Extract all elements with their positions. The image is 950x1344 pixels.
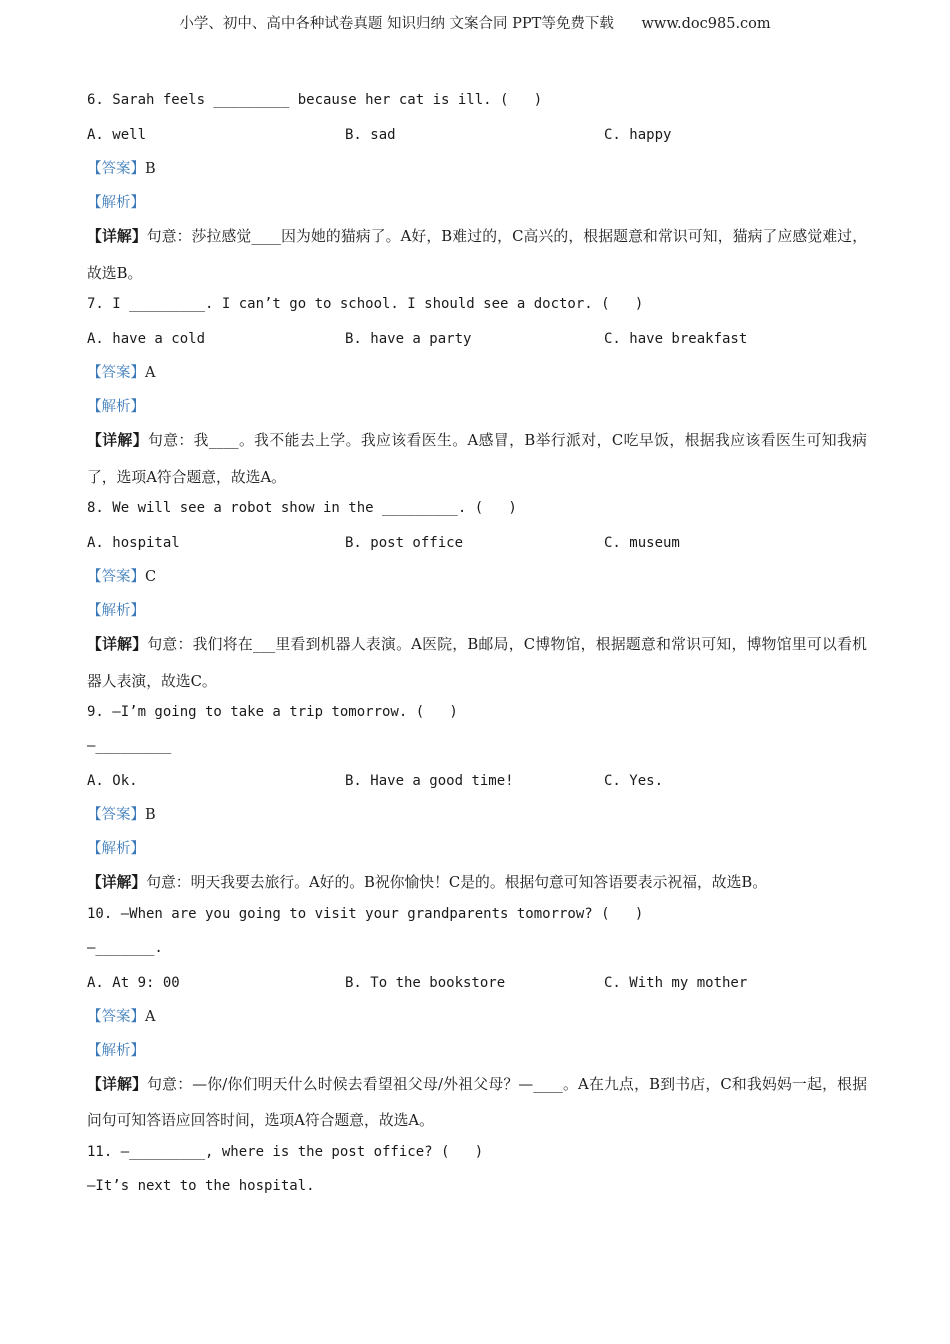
question-6 xyxy=(87,86,867,292)
answer-line xyxy=(87,154,867,188)
option-b: B. To the bookstore xyxy=(345,974,506,991)
detail-text: 句意：我____。我不能去上学。我应该看医生。A感冒，B举行派对，C吃早饭，根据我应该看医生可知我病了，选项A符合题意，故选A。 xyxy=(87,432,867,486)
detail-tag: 【详解】 xyxy=(87,228,147,245)
detail-tag: 【详解】 xyxy=(87,432,148,449)
question-response-blank: —_________ xyxy=(87,738,172,754)
answer-tag: 【答案】 xyxy=(87,569,145,585)
question-7 xyxy=(87,290,867,496)
analysis-tag: 【解析】 xyxy=(87,603,145,619)
question-10 xyxy=(87,900,867,1140)
detail-tag: 【详解】 xyxy=(87,636,148,653)
analysis-tag: 【解析】 xyxy=(87,1042,145,1059)
detail-paragraph xyxy=(87,1067,867,1140)
question-response: —It’s next to the hospital. xyxy=(87,1177,315,1194)
answer-line xyxy=(87,800,867,834)
detail-paragraph xyxy=(87,865,867,902)
detail-tag: 【详解】 xyxy=(87,874,147,891)
question-stem: 8. We will see a robot show in the _________. ( ) xyxy=(87,500,517,516)
page-header xyxy=(0,12,950,33)
question-options xyxy=(87,766,867,800)
question-11 xyxy=(87,1138,867,1206)
answer-line xyxy=(87,358,867,392)
question-options xyxy=(87,324,867,358)
answer-tag: 【答案】 xyxy=(87,1008,145,1025)
question-stem: 10. —When are you going to visit your grandparents tomorrow? ( ) xyxy=(87,905,644,922)
question-stem: 6. Sarah feels _________ because her cat is ill. ( ) xyxy=(87,92,543,108)
option-a: A. At 9: 00 xyxy=(87,974,180,991)
option-c: C. happy xyxy=(604,127,672,143)
question-stem: 9. —I’m going to take a trip tomorrow. ( ) xyxy=(87,704,458,720)
question-options xyxy=(87,120,867,154)
question-list xyxy=(87,86,867,1206)
option-a: A. Ok. xyxy=(87,773,138,789)
detail-paragraph xyxy=(87,423,867,496)
detail-text: 句意：明天我要去旅行。A好的。B祝你愉快！C是的。根据句意可知答语要表示祝福，故选B。 xyxy=(146,874,768,891)
header-url: www.doc985.com xyxy=(641,16,771,32)
analysis-tag: 【解析】 xyxy=(87,399,145,415)
detail-paragraph xyxy=(87,219,867,292)
detail-tag: 【详解】 xyxy=(87,1075,148,1093)
answer-value: A xyxy=(145,1008,156,1025)
option-a: A. have a cold xyxy=(87,331,206,347)
question-stem: 7. I _________. I can’t go to school. I should see a doctor. ( ) xyxy=(87,296,644,312)
option-b: B. post office xyxy=(345,535,464,551)
detail-text: 句意：—你/你们明天什么时候去看望祖父母/外祖父母？—____。A在九点，B到书店，C和我妈妈一起，根据问句可知答语应回答时间，选项A符合题意，故选A。 xyxy=(87,1075,867,1129)
answer-value: C xyxy=(145,569,157,585)
detail-paragraph xyxy=(87,627,867,700)
option-c: C. With my mother xyxy=(604,974,748,991)
option-b: B. have a party xyxy=(345,331,472,347)
answer-value: B xyxy=(145,161,156,177)
answer-line xyxy=(87,562,867,596)
option-c: C. have breakfast xyxy=(604,331,748,347)
detail-text: 句意：莎拉感觉____因为她的猫病了。A好，B难过的，C高兴的，根据题意和常识可知，猫病了应感觉难过，故选B。 xyxy=(87,228,867,282)
question-response-blank: —_______. xyxy=(87,939,163,956)
analysis-tag: 【解析】 xyxy=(87,841,145,857)
answer-value: B xyxy=(145,807,156,823)
question-stem: 11. —_________, where is the post office? ( ) xyxy=(87,1143,484,1160)
option-b: B. Have a good time! xyxy=(345,773,514,789)
option-b: B. sad xyxy=(345,127,396,143)
question-9 xyxy=(87,698,867,902)
answer-value: A xyxy=(145,365,156,381)
answer-tag: 【答案】 xyxy=(87,161,145,177)
question-options xyxy=(87,968,867,1002)
detail-text: 句意：我们将在___里看到机器人表演。A医院，B邮局，C博物馆，根据题意和常识可知，博物馆里可以看机器人表演，故选C。 xyxy=(87,636,867,690)
option-a: A. hospital xyxy=(87,535,180,551)
question-8 xyxy=(87,494,867,700)
answer-line xyxy=(87,1002,867,1036)
answer-tag: 【答案】 xyxy=(87,365,145,381)
answer-tag: 【答案】 xyxy=(87,807,145,823)
option-c: C. museum xyxy=(604,535,680,551)
analysis-tag: 【解析】 xyxy=(87,195,145,211)
header-site-description: 小学、初中、高中各种试卷真题 知识归纳 文案合同 PPT等免费下载 xyxy=(179,16,614,32)
option-c: C. Yes. xyxy=(604,773,664,789)
option-a: A. well xyxy=(87,127,147,143)
question-options xyxy=(87,528,867,562)
